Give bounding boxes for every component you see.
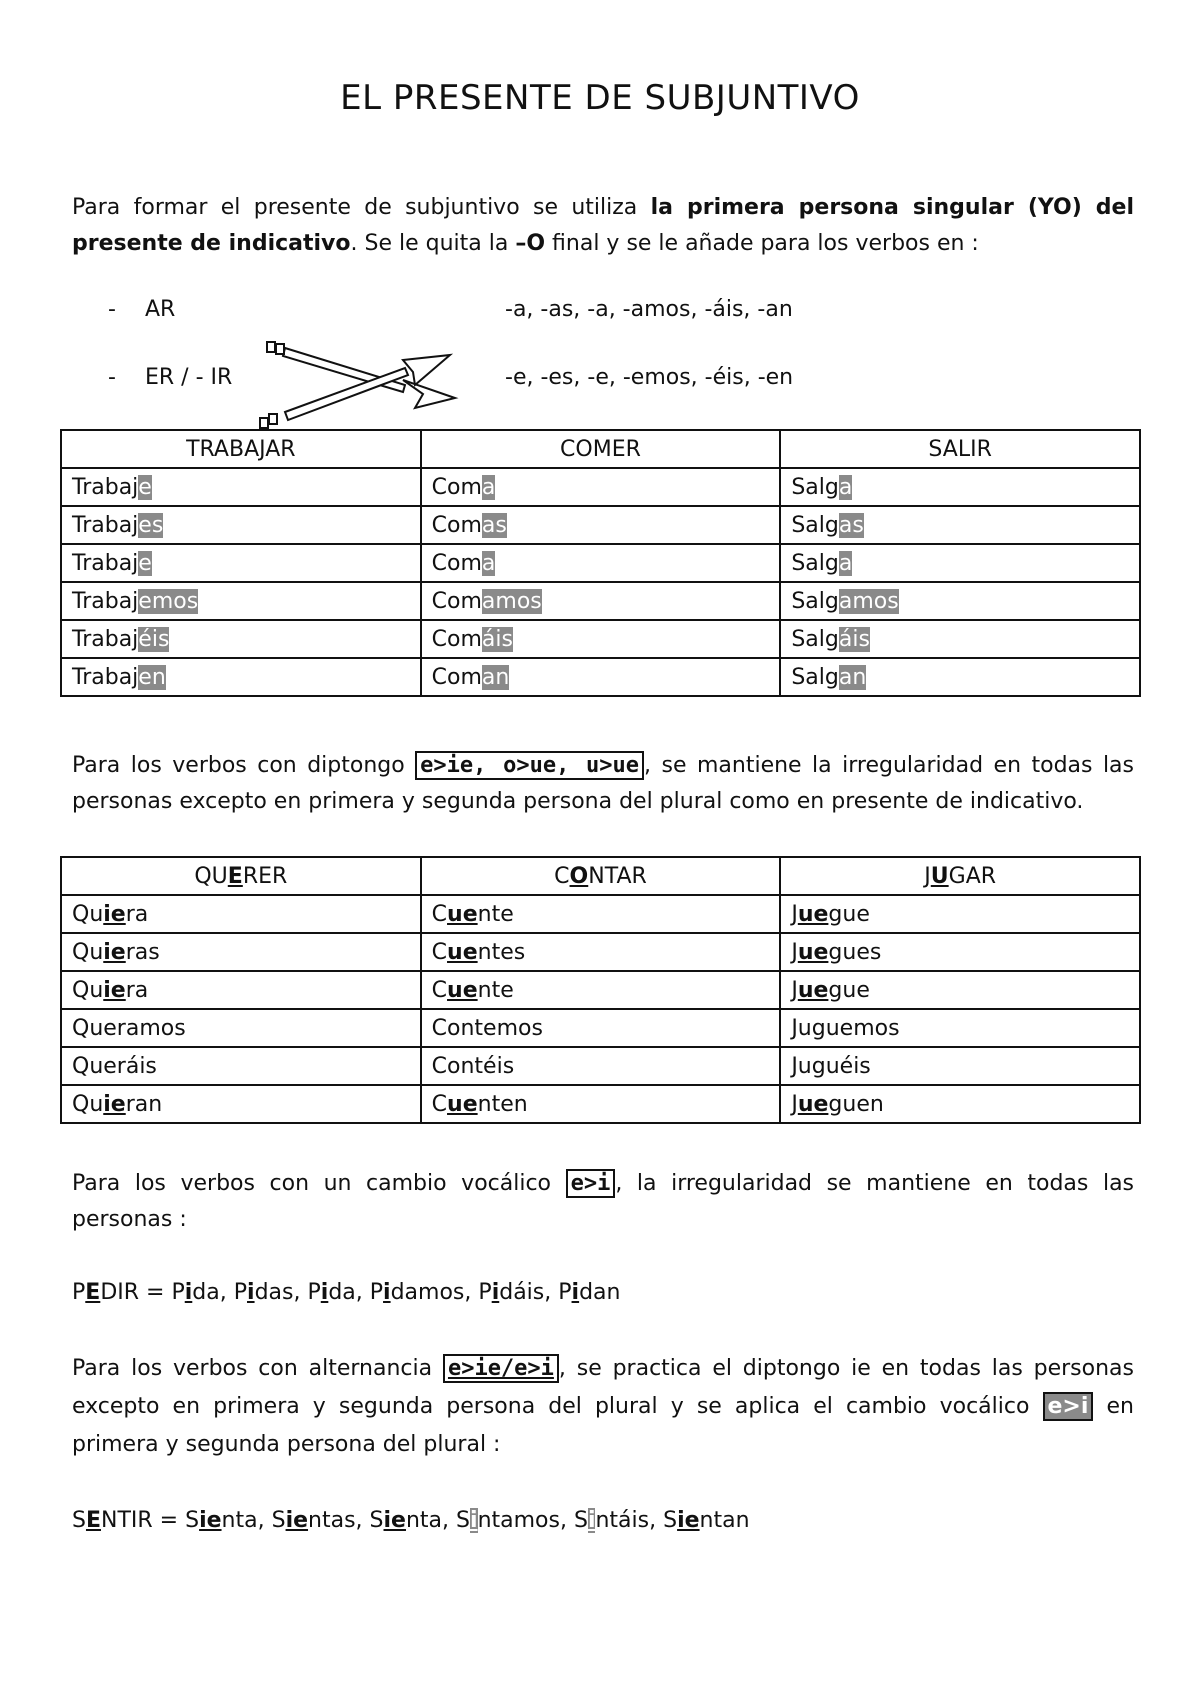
verb-form-change: i — [491, 1280, 500, 1305]
intro-paragraph — [72, 190, 1134, 262]
comma: , — [293, 1280, 308, 1305]
verb-form-change: ue — [447, 977, 478, 1003]
alternation-paragraph — [72, 1350, 1134, 1464]
table-cell — [421, 620, 781, 658]
table-cell — [421, 1085, 781, 1123]
table-cell — [780, 971, 1140, 1009]
header-comer: COMER — [421, 430, 781, 468]
page-title: EL PRESENTE DE SUBJUNTIVO — [340, 78, 860, 118]
vowel-text-2: , la irregularidad se mantiene en todas las personas : — [72, 1171, 1135, 1232]
table-cell — [61, 971, 421, 1009]
verb-form-post: da — [192, 1280, 220, 1305]
table-cell — [421, 1009, 781, 1047]
table-cell — [780, 1085, 1140, 1123]
header-change: U — [930, 863, 949, 889]
verb-form-pre: Contemos — [431, 1015, 543, 1041]
verb-form-change: ue — [797, 901, 829, 927]
verb-form-pre: C — [431, 901, 448, 927]
verb-stem: Salg — [791, 474, 839, 500]
verb-form-change: ie — [383, 1508, 406, 1533]
verb-form-pre: S — [663, 1508, 678, 1533]
table-cell — [421, 933, 781, 971]
verb-ending: es — [138, 512, 164, 538]
verb-form-pre: Qu — [72, 977, 104, 1003]
equals-sign: = — [139, 1280, 172, 1305]
table-cell — [780, 582, 1140, 620]
verb-form-change: ie — [103, 977, 126, 1003]
verb-form-post: dáis — [499, 1280, 545, 1305]
verb-stem: Com — [431, 512, 482, 538]
verb-form-change: ie — [103, 939, 126, 965]
verb-stem: Trabaj — [72, 550, 139, 576]
ending-values: -a, -as, -a, -amos, -áis, -an — [505, 297, 793, 322]
diphthong-paragraph — [72, 748, 1134, 820]
verb-form-post: da — [328, 1280, 356, 1305]
table-regular-conjugation — [60, 429, 1141, 697]
intro-text-3: final y se le añade para los verbos en : — [545, 231, 979, 256]
verb-form-change: ue — [797, 1091, 829, 1117]
verb-stem: Salg — [791, 664, 839, 690]
diph-box: e>ie, o>ue, u>ue — [415, 751, 644, 780]
comma: , — [442, 1508, 457, 1533]
verb-form-post: damos — [390, 1280, 465, 1305]
comma: , — [559, 1508, 574, 1533]
infinitive-change: E — [85, 1508, 101, 1533]
verb-form-change: i — [571, 1280, 580, 1305]
verb-form-change: i — [184, 1280, 193, 1305]
table-cell — [780, 620, 1140, 658]
verb-form-pre: S — [369, 1508, 384, 1533]
verb-form-pre: J — [791, 901, 798, 927]
table-row — [61, 1047, 1140, 1085]
vowel-box: e>i — [566, 1169, 616, 1198]
verb-ending: a — [481, 474, 496, 500]
verb-form-pre: C — [431, 977, 448, 1003]
comma: , — [355, 1280, 370, 1305]
vowel-text-1: Para los verbos con un cambio vocálico — [72, 1171, 566, 1196]
verb-stem: Salg — [791, 512, 839, 538]
table-row — [61, 468, 1140, 506]
table-row — [61, 971, 1140, 1009]
verb-form-pre: C — [431, 1091, 448, 1117]
altern-text-1: Para los verbos con alternancia — [72, 1356, 443, 1381]
verb-form-post: gues — [828, 939, 882, 965]
table-cell — [780, 933, 1140, 971]
verb-form-change: ie — [103, 901, 126, 927]
table-header-row — [61, 430, 1140, 468]
verb-form-post: ras — [125, 939, 160, 965]
table-row — [61, 544, 1140, 582]
verb-form-pre: Contéis — [431, 1053, 515, 1079]
verb-ending: an — [481, 664, 510, 690]
header-post: RER — [242, 863, 288, 889]
header-pre: C — [554, 863, 570, 889]
table-cell — [61, 895, 421, 933]
verb-form-post: nte — [477, 901, 514, 927]
verb-form-change: ue — [447, 939, 478, 965]
crossed-arrows-icon — [255, 330, 505, 430]
verb-form-post: gue — [828, 901, 870, 927]
verb-form-post: gue — [828, 977, 870, 1003]
table-header-cell — [421, 857, 781, 895]
infinitive-pre: P — [72, 1280, 86, 1305]
table-row — [61, 620, 1140, 658]
verb-ending: a — [481, 550, 496, 576]
verb-form-post: ran — [125, 1091, 163, 1117]
table-header-cell — [61, 857, 421, 895]
verb-form-pre: P — [558, 1280, 572, 1305]
verb-form-change: ie — [677, 1508, 700, 1533]
table-cell — [780, 895, 1140, 933]
verb-form-post: dan — [579, 1280, 621, 1305]
verb-form-change: ue — [797, 977, 829, 1003]
verb-form-pre: S — [271, 1508, 286, 1533]
verb-form-pre: S — [456, 1508, 471, 1533]
diph-text-2: , se mantiene la irregularidad en todas las personas excepto en primera y segunda persona del plural como en presente de indicativo. — [72, 753, 1134, 814]
table-cell — [421, 582, 781, 620]
verb-form-post: nten — [477, 1091, 528, 1117]
verb-form-post: ntes — [477, 939, 526, 965]
verb-stem: Com — [431, 664, 482, 690]
table-cell — [421, 468, 781, 506]
verb-ending: an — [838, 664, 867, 690]
verb-ending: éis — [138, 626, 170, 652]
header-salir: SALIR — [780, 430, 1140, 468]
verb-form-pre: C — [431, 939, 448, 965]
verb-stem: Trabaj — [72, 474, 139, 500]
table-row — [61, 1085, 1140, 1123]
table-row — [61, 506, 1140, 544]
verb-form-pre: P — [478, 1280, 492, 1305]
header-change: E — [227, 863, 243, 889]
verb-form-post: ntáis — [595, 1508, 650, 1533]
header-trabajar: TRABAJAR — [61, 430, 421, 468]
verb-form-change: i — [247, 1280, 255, 1305]
verb-form-change: i — [470, 1508, 478, 1533]
verb-form-pre: Qu — [72, 1091, 104, 1117]
header-post: GAR — [948, 863, 997, 889]
verb-form-pre: Qu — [72, 901, 104, 927]
verb-form-change: ue — [447, 1091, 478, 1117]
header-post: NTAR — [588, 863, 647, 889]
verb-form-pre: P — [171, 1280, 185, 1305]
table-cell — [61, 1085, 421, 1123]
table-cell — [780, 506, 1140, 544]
verb-stem: Trabaj — [72, 512, 139, 538]
comma: , — [649, 1508, 664, 1533]
table-row — [61, 1009, 1140, 1047]
verb-form-pre: P — [369, 1280, 384, 1305]
table-cell — [61, 506, 421, 544]
verb-stem: Salg — [791, 550, 839, 576]
header-change: O — [569, 863, 589, 889]
verb-stem: Com — [431, 474, 482, 500]
verb-form-post: nta — [405, 1508, 443, 1533]
table-cell — [780, 1009, 1140, 1047]
table-row — [61, 895, 1140, 933]
verb-stem: Salg — [791, 626, 839, 652]
verb-form-change: i — [383, 1280, 391, 1305]
pedir-line — [72, 1275, 1134, 1311]
infinitive-post: NTIR — [101, 1508, 153, 1533]
table-cell — [421, 1047, 781, 1085]
verb-form-pre: P — [307, 1280, 321, 1305]
table-cell — [421, 895, 781, 933]
verb-form-post: ra — [125, 977, 149, 1003]
infinitive-pre: S — [72, 1508, 86, 1533]
header-pre: QU — [194, 863, 228, 889]
infinitive-post: DIR — [100, 1280, 140, 1305]
verb-form-pre: P — [233, 1280, 248, 1305]
altern-box: e>ie/e>i — [443, 1354, 559, 1383]
table-cell — [61, 658, 421, 696]
verb-stem: Trabaj — [72, 588, 139, 614]
table-row — [61, 658, 1140, 696]
table-row — [61, 933, 1140, 971]
verb-form-change: ue — [447, 901, 478, 927]
header-pre: J — [924, 863, 931, 889]
intro-text-1: Para formar el presente de subjuntivo se utiliza — [72, 195, 651, 220]
table-cell — [421, 971, 781, 1009]
altern-text-3: en primera y segunda persona del plural : — [72, 1394, 1134, 1457]
verb-form-pre: Juguemos — [791, 1015, 900, 1041]
verb-ending: as — [838, 512, 864, 538]
verb-ending: a — [838, 474, 853, 500]
verb-form-pre: J — [791, 939, 798, 965]
ending-values: -e, -es, -e, -emos, -éis, -en — [505, 365, 794, 390]
verb-stem: Com — [431, 626, 482, 652]
comma: , — [464, 1280, 479, 1305]
intro-text-2: . Se le quita la — [350, 231, 516, 256]
table-cell — [780, 468, 1140, 506]
table-cell — [61, 620, 421, 658]
table-header-cell — [780, 857, 1140, 895]
verb-ending: áis — [481, 626, 513, 652]
verb-form-change: ie — [199, 1508, 222, 1533]
table-row — [61, 582, 1140, 620]
altern-box-2: e>i — [1043, 1392, 1094, 1421]
verb-form-pre: Queráis — [72, 1053, 157, 1079]
table-cell — [780, 544, 1140, 582]
verb-ending: e — [138, 550, 152, 576]
verb-form-change: ie — [285, 1508, 309, 1533]
infinitive-change: E — [85, 1280, 101, 1305]
verb-form-post: ra — [125, 901, 149, 927]
verb-form-post: ntas — [308, 1508, 356, 1533]
verb-ending: as — [481, 512, 507, 538]
verb-form-post: ntamos — [477, 1508, 560, 1533]
list-dash: - — [108, 297, 116, 322]
verb-ending: amos — [481, 588, 542, 614]
sentir-line — [72, 1503, 1134, 1539]
verb-ending: emos — [138, 588, 199, 614]
ending-label: ER / - IR — [145, 365, 233, 390]
table-cell — [780, 658, 1140, 696]
table-diphthong-conjugation — [60, 856, 1141, 1124]
verb-form-pre: Qu — [72, 939, 104, 965]
table-cell — [421, 506, 781, 544]
vowel-change-paragraph — [72, 1166, 1134, 1238]
ending-label: AR — [145, 297, 176, 322]
diph-text-1: Para los verbos con diptongo — [72, 753, 416, 778]
table-cell — [61, 1009, 421, 1047]
table-header-row — [61, 857, 1140, 895]
comma: , — [257, 1508, 272, 1533]
verb-ending: áis — [838, 626, 870, 652]
list-dash: - — [108, 365, 116, 390]
verb-stem: Trabaj — [72, 626, 139, 652]
table-cell — [780, 1047, 1140, 1085]
intro-o-final: –O — [515, 231, 546, 256]
verb-form-post: das — [254, 1280, 294, 1305]
verb-form-change: i — [587, 1508, 596, 1533]
intro-bold: la primera persona singular (YO) del presente de indicativo — [72, 195, 1134, 256]
verb-form-pre: S — [185, 1508, 200, 1533]
table-cell — [61, 933, 421, 971]
verb-form-change: ie — [103, 1091, 126, 1117]
verb-ending: a — [838, 550, 853, 576]
verb-form-change: ue — [797, 939, 829, 965]
altern-text-2: , se practica el diptongo ie en todas las personas excepto en primera y segunda persona del plural y se aplica el cambio vocálico — [72, 1356, 1134, 1419]
verb-form-change: i — [320, 1280, 329, 1305]
table-cell — [61, 582, 421, 620]
verb-stem: Trabaj — [72, 664, 139, 690]
verb-form-post: guen — [828, 1091, 884, 1117]
verb-ending: e — [138, 474, 152, 500]
verb-form-pre: J — [791, 977, 798, 1003]
table-cell — [61, 544, 421, 582]
comma: , — [355, 1508, 370, 1533]
table-cell — [421, 658, 781, 696]
verb-stem: Com — [431, 588, 482, 614]
verb-form-pre: J — [791, 1091, 798, 1117]
verb-stem: Salg — [791, 588, 839, 614]
table-cell — [421, 544, 781, 582]
verb-form-pre: Juguéis — [791, 1053, 871, 1079]
comma: , — [544, 1280, 559, 1305]
verb-form-pre: Queramos — [72, 1015, 186, 1041]
verb-ending: amos — [838, 588, 899, 614]
verb-form-post: nta — [221, 1508, 258, 1533]
table-cell — [61, 1047, 421, 1085]
comma: , — [219, 1280, 234, 1305]
verb-form-pre: S — [573, 1508, 588, 1533]
verb-form-post: nte — [477, 977, 514, 1003]
equals-sign: = — [152, 1508, 186, 1533]
verb-stem: Com — [431, 550, 482, 576]
verb-form-post: ntan — [699, 1508, 750, 1533]
verb-ending: en — [138, 664, 166, 690]
table-cell — [61, 468, 421, 506]
